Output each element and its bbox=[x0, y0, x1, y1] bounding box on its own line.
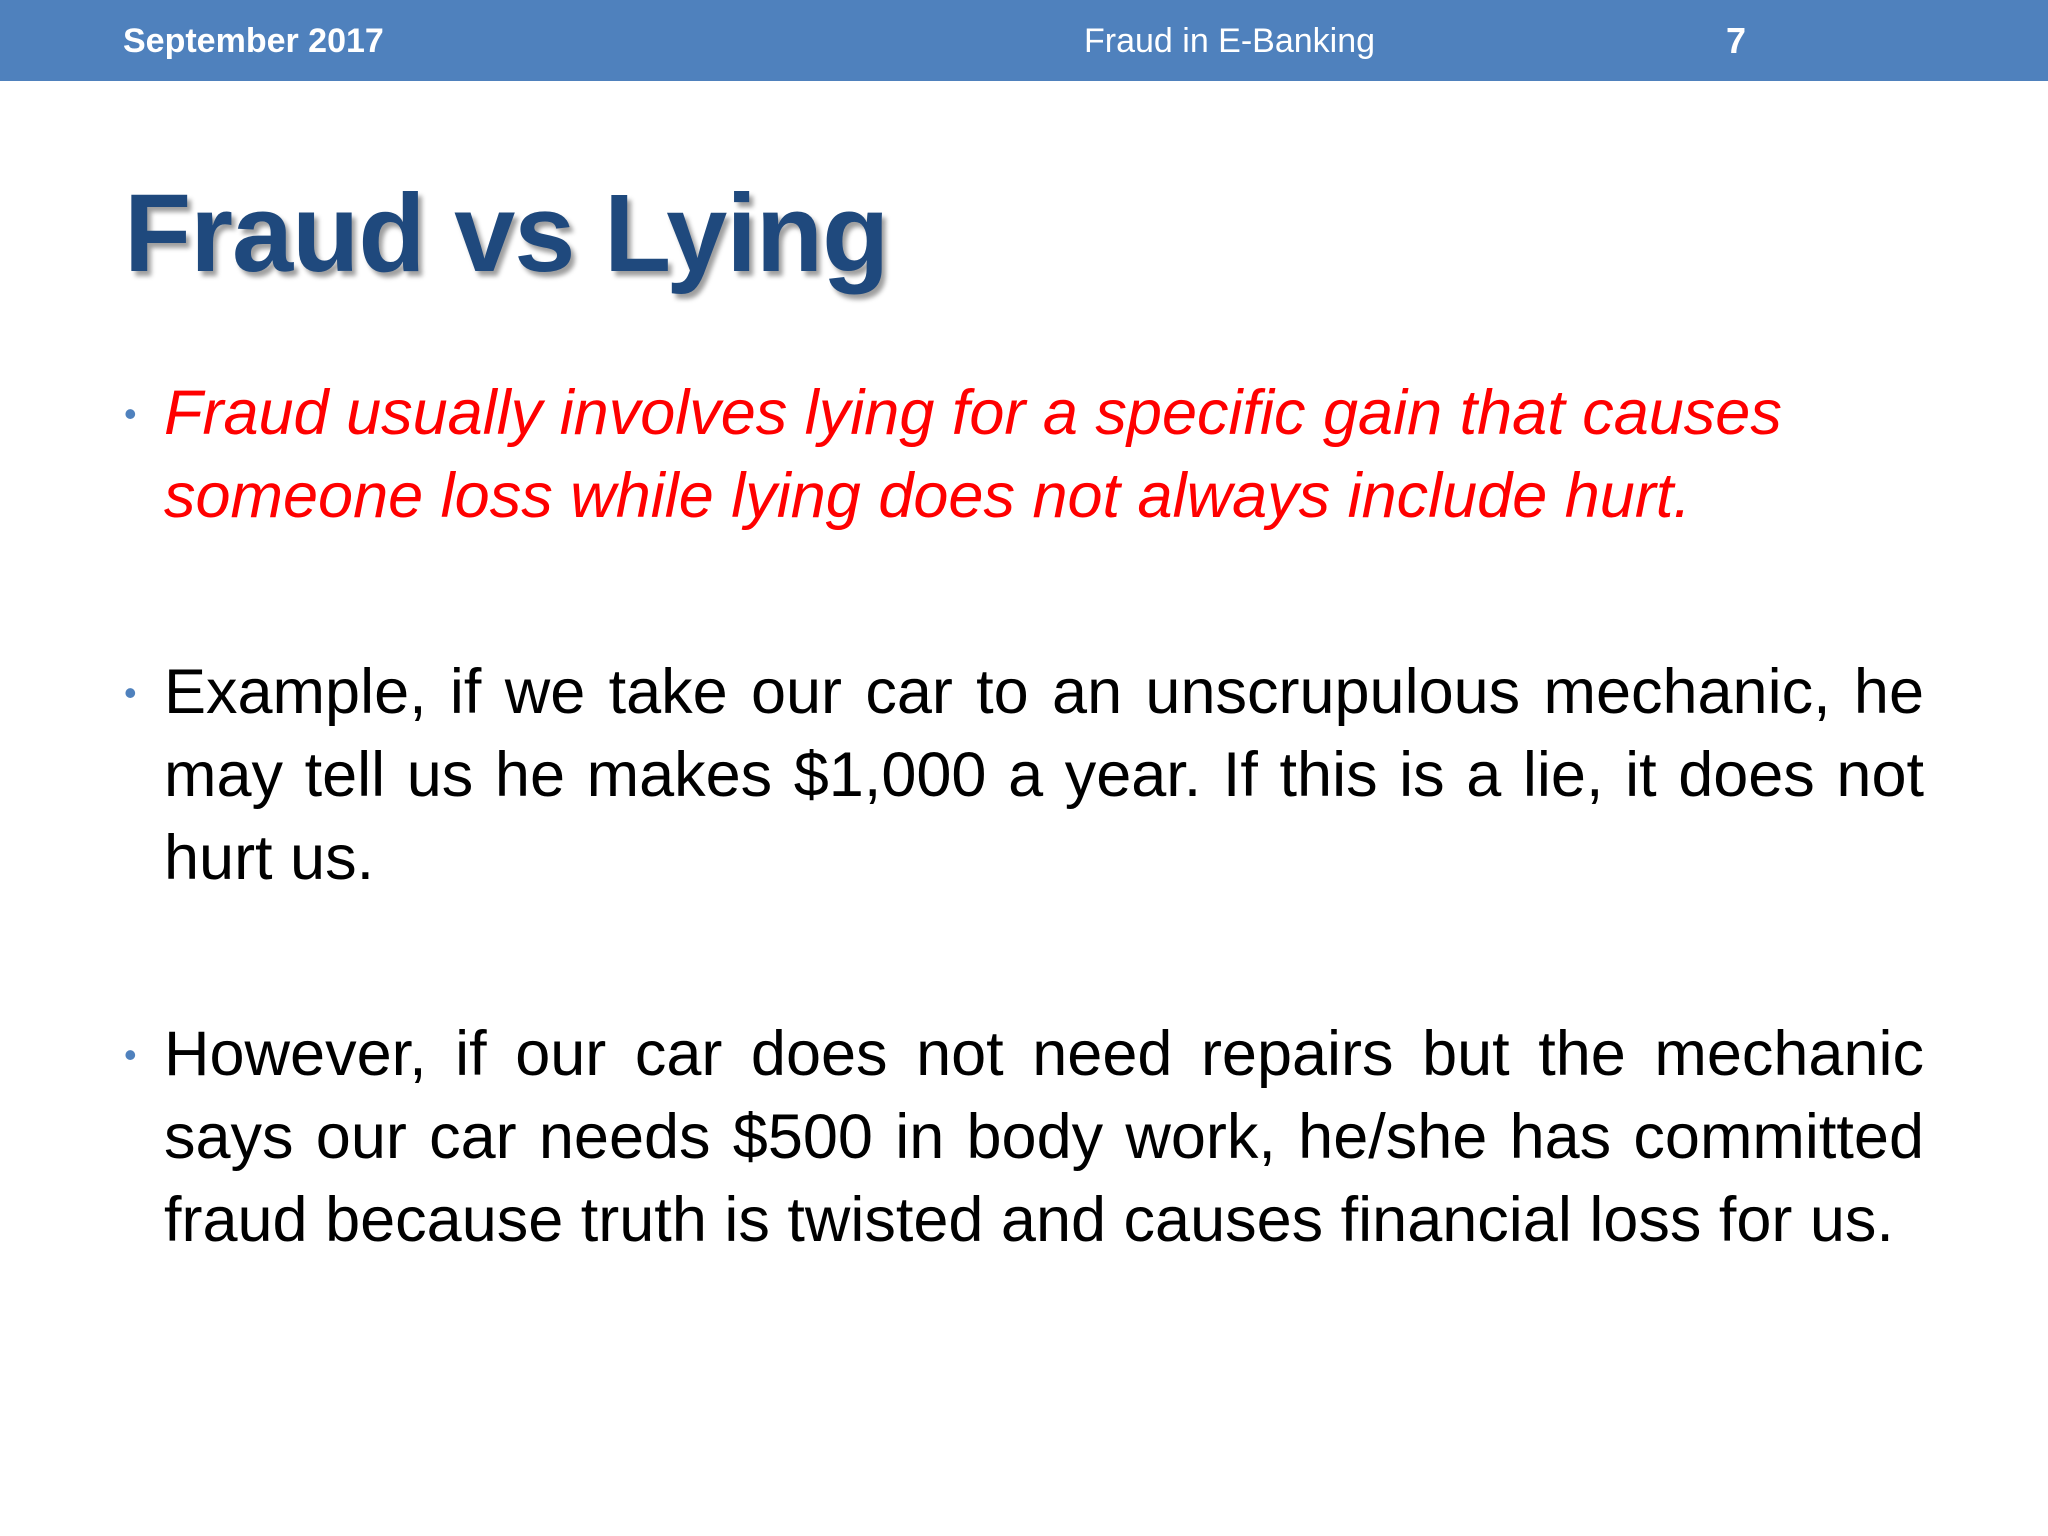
bullet-item-however bbox=[124, 1013, 1924, 1262]
slide-title: Fraud vs Lying bbox=[124, 172, 889, 295]
header-bar bbox=[0, 0, 2048, 81]
slide-number: 7 bbox=[1726, 20, 1747, 61]
bullet-marker-icon: • bbox=[124, 672, 137, 713]
bullet-text: However, if our car does not need repairs but the mechanic says our car needs $500 in body work, he/she has committed fraud because truth is twisted and causes financial loss for us. bbox=[164, 1019, 1924, 1255]
bullet-list bbox=[124, 372, 1924, 1262]
bullet-item-example bbox=[124, 651, 1924, 900]
bullet-marker-icon: • bbox=[124, 1034, 137, 1075]
header-presentation-title: Fraud in E-Banking bbox=[1084, 22, 1376, 60]
header-date: September 2017 bbox=[123, 22, 384, 60]
bullet-text: Example, if we take our car to an unscrupulous mechanic, he may tell us he makes $1,000 a year. If this is a lie, it does not hurt us. bbox=[164, 657, 1924, 893]
bullet-text: Fraud usually involves lying for a specific gain that causes someone loss while lying does not always include hurt. bbox=[164, 378, 1782, 531]
bullet-item-fraud-definition bbox=[124, 372, 1924, 538]
bullet-marker-icon: • bbox=[124, 393, 137, 434]
